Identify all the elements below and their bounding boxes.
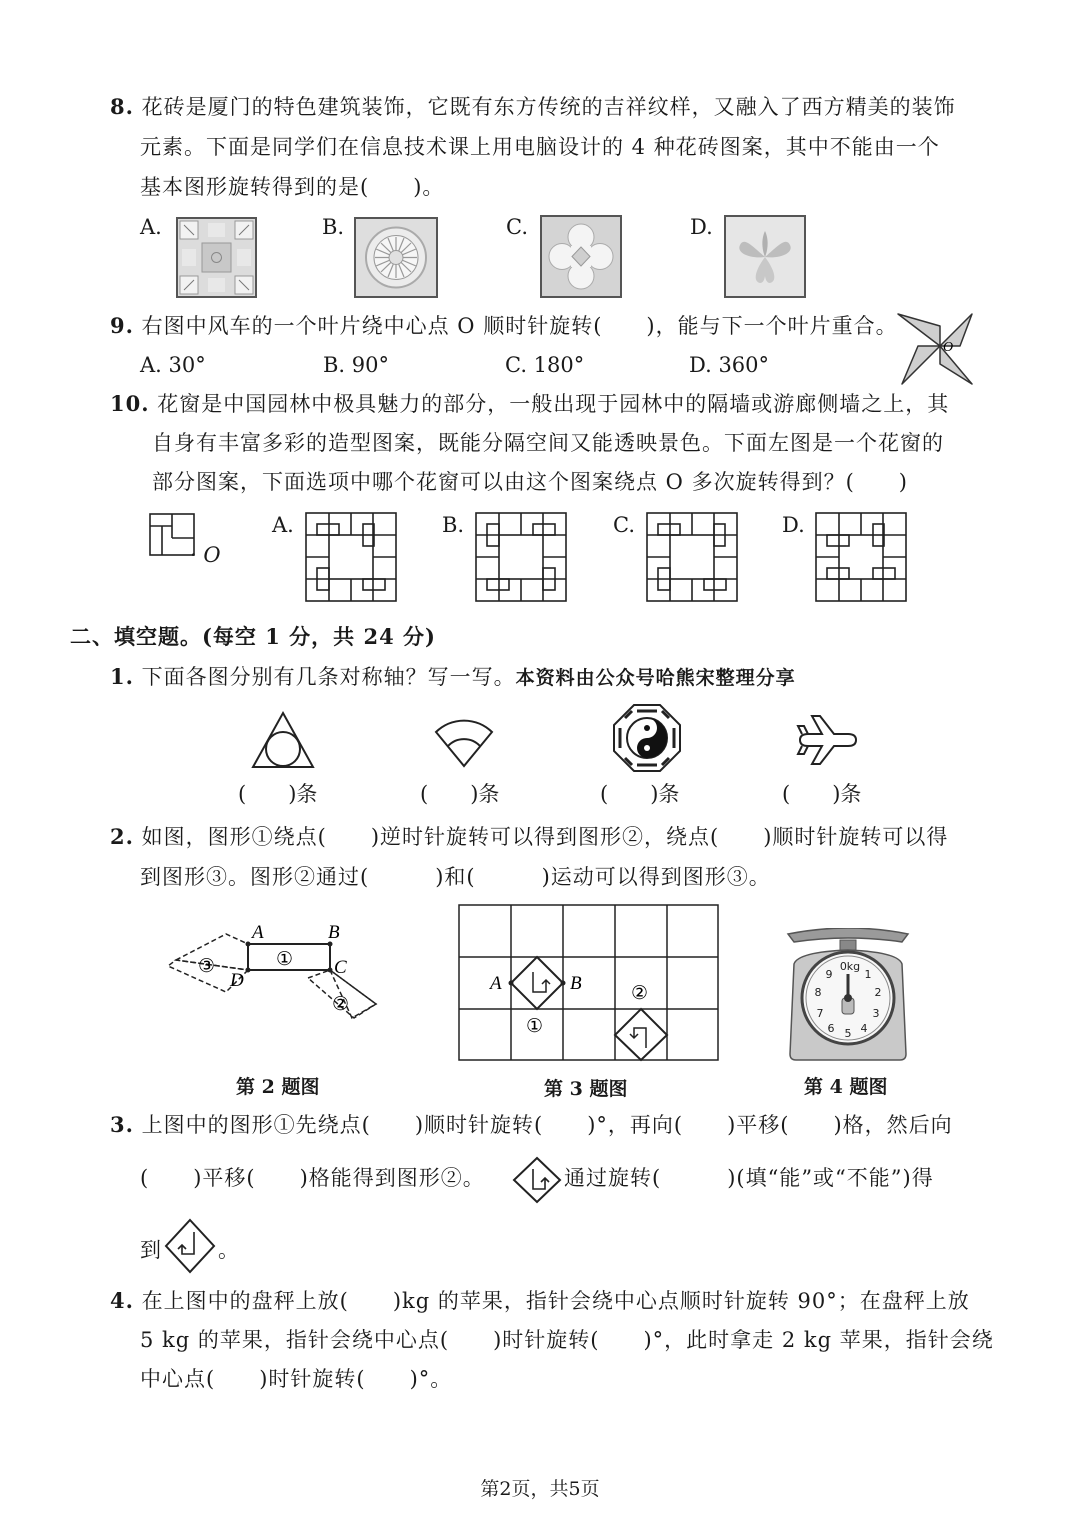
f1-text: 下面各图分别有几条对称轴？写一写。 <box>141 665 516 689</box>
shape-2-label: ② <box>332 993 350 1015</box>
shape-3-label: ③ <box>198 955 216 977</box>
q8-option-c-tile[interactable] <box>540 215 622 298</box>
point-a-label: A <box>252 922 264 943</box>
section2-title: 二、填空题。(每空 1 分，共 24 分) <box>70 624 436 649</box>
q10-option-a-window[interactable] <box>305 512 397 602</box>
grid-figure <box>458 904 720 1062</box>
f4-text1: 在上图中的盘秤上放( )kg 的苹果，指针会绕中心点顺时针旋转 90°；在盘秤上放 <box>141 1289 970 1313</box>
q10-line2: 自身有丰富多彩的造型图案，既能分隔空间又能透映景色。下面左图是一个花窗的 <box>152 431 944 455</box>
q10-option-c-window[interactable] <box>646 512 738 602</box>
q8-option-d-label: D. <box>690 215 713 239</box>
q10-option-d-label: D. <box>782 513 805 537</box>
point-c-label: C <box>334 957 347 978</box>
f3-number: 3. <box>110 1112 134 1137</box>
scale-label-5: 5 <box>844 1027 852 1040</box>
tile-pattern-d-icon <box>726 217 804 296</box>
point-b-label: B <box>328 922 340 943</box>
f3-line3-end: 。 <box>218 1238 240 1262</box>
q9-text1: 右图中风车的一个叶片绕中心点 O 顺时针旋转( )，能与下一个叶片重合。 <box>141 314 898 338</box>
q8-option-b-tile[interactable] <box>354 217 438 298</box>
tile-pattern-a-icon <box>178 219 255 296</box>
q9-number: 9. <box>110 313 134 338</box>
f3-line2b: 通过旋转( )(填“能”或“不能”)得 <box>564 1166 934 1190</box>
f3-text1: 上图中的图形①先绕点( )顺时针旋转( )°，再向( )平移( )格，然后向 <box>141 1113 953 1137</box>
f2-text1: 如图，图形①绕点( )逆时针旋转可以得到图形②，绕点( )顺时针旋转可以得 <box>141 825 949 849</box>
bagua-taiji-figure <box>612 703 682 773</box>
scale-label-1: 1 <box>864 968 872 981</box>
scale-label-8: 8 <box>814 986 822 999</box>
f1-blank-3[interactable]: ( )条 <box>600 782 680 806</box>
f1-line <box>110 662 796 693</box>
f1-blank-4[interactable]: ( )条 <box>782 782 862 806</box>
scale-label-3: 3 <box>872 1007 880 1020</box>
tile-pattern-b-icon <box>356 219 436 296</box>
q8-option-a-tile[interactable] <box>176 217 257 298</box>
q10-option-c-label: C. <box>613 513 635 537</box>
rectangle-rotation-figure <box>168 918 380 1028</box>
pinwheel-center-label: O <box>943 340 954 355</box>
diamond-arrow-rotated-icon <box>164 1218 216 1274</box>
q10-option-b-label: B. <box>442 513 465 537</box>
scale-label-4: 4 <box>860 1022 868 1035</box>
f3-line1 <box>110 1110 953 1140</box>
q8-text1: 花砖是厦门的特色建筑装饰，它既有东方传统的吉祥纹样，又融入了西方精美的装饰 <box>141 95 956 119</box>
q9-option-c: C. 180° <box>505 353 585 377</box>
diamond-arrow-up-icon <box>512 1156 562 1204</box>
grid-shape-1-label: ① <box>526 1015 544 1037</box>
caption-fig3: 第 3 题图 <box>544 1078 628 1100</box>
airplane-figure <box>794 712 860 768</box>
q9-option-b: B. 90° <box>323 353 390 377</box>
f1-watermark-note: 本资料由公众号哈熊宋整理分享 <box>515 667 796 689</box>
kitchen-scale-figure <box>784 928 912 1064</box>
q8-line2: 元素。下面是同学们在信息技术课上用电脑设计的 4 种花砖图案，其中不能由一个 <box>140 135 940 159</box>
f1-blank-1[interactable]: ( )条 <box>238 782 318 806</box>
q10-option-d-window[interactable] <box>815 512 907 602</box>
q10-option-a-label: A. <box>272 513 294 537</box>
f1-number: 1. <box>110 664 134 689</box>
q8-line1 <box>110 92 956 122</box>
grid-point-a-label: A <box>490 973 502 994</box>
q9-option-d: D. 360° <box>689 353 770 377</box>
scale-label-0: 0kg <box>839 960 861 973</box>
f3-line3: 到 <box>140 1238 162 1262</box>
scale-label-6: 6 <box>827 1022 835 1035</box>
f2-line2: 到图形③。图形②通过( )和( )运动可以得到图形③。 <box>140 865 771 889</box>
pinwheel-figure <box>896 312 976 388</box>
f2-number: 2. <box>110 824 134 849</box>
q10-line3: 部分图案，下面选项中哪个花窗可以由这个图案绕点 O 多次旋转得到？( ) <box>152 470 908 494</box>
grid-shape-2-label: ② <box>631 982 649 1004</box>
f1-blank-2[interactable]: ( )条 <box>420 782 500 806</box>
scale-label-2: 2 <box>874 986 882 999</box>
scale-label-7: 7 <box>816 1007 824 1020</box>
q8-option-c-label: C. <box>506 215 528 239</box>
q10-line1 <box>110 389 949 419</box>
scale-label-9: 9 <box>825 968 833 981</box>
f4-line1 <box>110 1286 970 1316</box>
f2-line1 <box>110 822 948 852</box>
f3-line2a: ( )平移( )格能得到图形②。 <box>140 1166 485 1190</box>
q8-option-a-label: A. <box>140 215 162 239</box>
tile-pattern-c-icon <box>542 217 620 296</box>
caption-fig4: 第 4 题图 <box>804 1076 888 1098</box>
q10-number: 10. <box>110 391 150 416</box>
q8-number: 8. <box>110 94 134 119</box>
q9-line1 <box>110 311 898 341</box>
q10-option-b-window[interactable] <box>475 512 567 602</box>
q10-text1: 花窗是中国园林中极具魅力的部分，一般出现于园林中的隔墙或游廊侧墙之上，其 <box>157 392 950 416</box>
shape-1-label: ① <box>276 948 294 970</box>
q10-point-o: · O <box>190 543 221 567</box>
f4-number: 4. <box>110 1288 134 1313</box>
q10-base-pattern <box>148 512 196 557</box>
grid-point-b-label: B <box>570 973 582 994</box>
q8-option-d-tile[interactable] <box>724 215 806 298</box>
q8-line3: 基本图形旋转得到的是( )。 <box>140 175 445 199</box>
page-footer: 第2页，共5页 <box>480 1478 600 1500</box>
point-d-label: D <box>230 970 244 991</box>
caption-fig2: 第 2 题图 <box>236 1076 320 1098</box>
f4-line2: 5 kg 的苹果，指针会绕中心点( )时针旋转( )°，此时拿走 2 kg 苹果，指针会绕 <box>140 1328 994 1352</box>
triangle-circle-figure <box>250 710 316 770</box>
q9-option-a: A. 30° <box>140 353 206 377</box>
q8-option-b-label: B. <box>322 215 345 239</box>
fan-shape-figure <box>432 712 496 768</box>
f4-line3: 中心点( )时针旋转( )°。 <box>140 1367 453 1391</box>
